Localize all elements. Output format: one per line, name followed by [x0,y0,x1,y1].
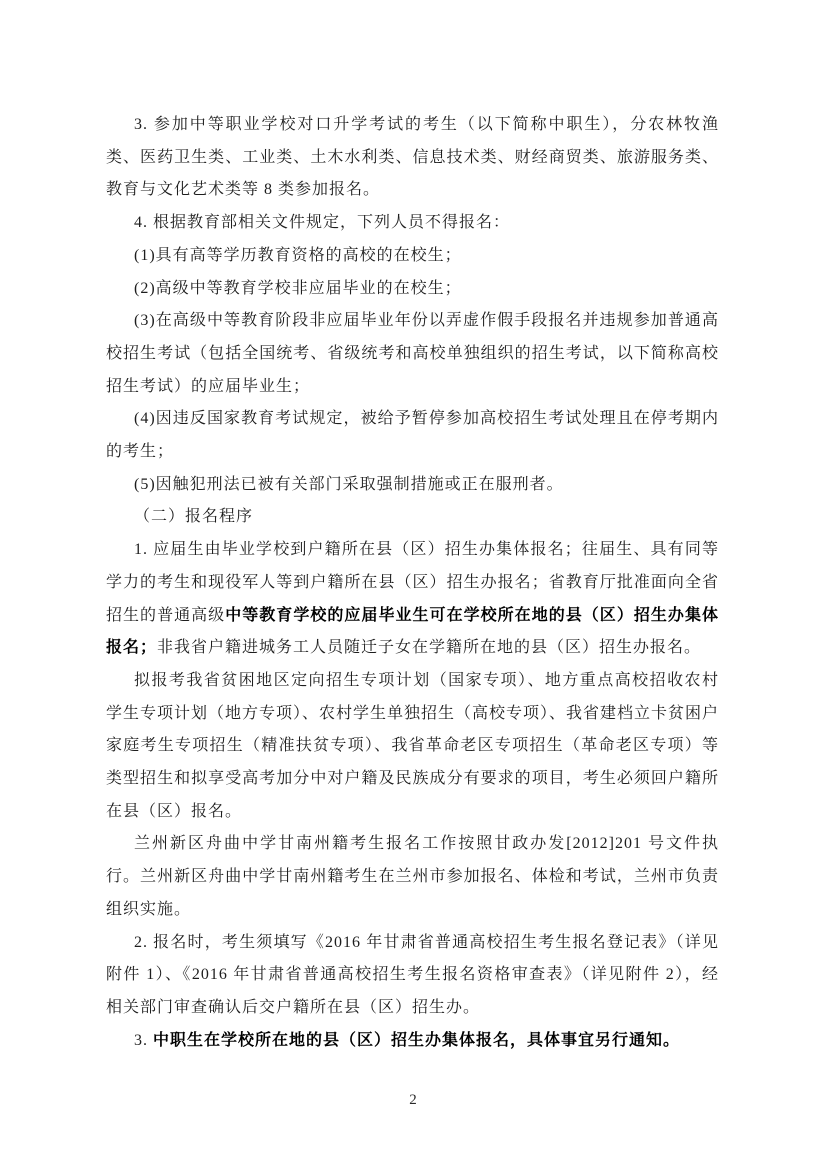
paragraph [106,665,719,829]
paragraph [106,403,719,468]
text-run: (5)因触犯刑法已被有关部门采取强制措施或正在服刑者。 [134,475,564,493]
paragraph [106,109,719,207]
bold-text-run: 中等教育学校的应届毕业生可在学校所在地的县（区）招生办集体报名； [106,606,719,657]
text-run: (3)在高级中等教育阶段非应届毕业年份以弄虚作假手段报名并违规参加普通高校招生考试（包括全国统考、省级统考和高校单独组织的招生考试，以下简称高校招生考试）的应届毕业生； [106,312,719,395]
text-run: (1)具有高等学历教育资格的高校的在校生； [134,246,462,264]
text-run: 兰州新区舟曲中学甘南州籍考生报名工作按照甘政办发[2012]201 号文件执行。兰州新区舟曲中学甘南州籍考生在兰州市参加报名、体检和考试，兰州市负责组织实施。 [106,835,719,918]
text-run: (4)因违反国家教育考试规定，被给予暂停参加高校招生考试处理且在停考期内的考生； [106,410,719,461]
text-run: 4. 根据教育部相关文件规定，下列人员不得报名： [134,214,511,232]
paragraph [106,1025,719,1058]
paragraph [106,207,719,240]
paragraph [106,828,719,926]
text-run: 3. 参加中等职业学校对口升学考试的考生（以下简称中职生），分农林牧渔类、医药卫生类、工业类、土木水利类、信息技术类、财经商贸类、旅游服务类、教育与文化艺术类等 8 类参加报名。 [106,116,719,199]
paragraph [106,501,719,534]
text-run: 拟报考我省贫困地区定向招生专项计划（国家专项）、地方重点高校招收农村学生专项计划（地方专项）、农村学生单独招生（高校专项）、我省建档立卡贫困户家庭考生专项招生（精准扶贫专项）、我省革命老区专项招生（革命老区专项）等类型招生和拟享受高考加分中对户籍及民族成分有要求的项目，考生必须回户籍所在县（区）报名。 [106,671,720,820]
text-run: (2)高级中等教育学校非应届毕业的在校生； [134,279,462,297]
paragraph [106,273,719,306]
paragraph [106,927,719,1025]
bold-text-run: 中职生在学校所在地的县（区）招生办集体报名，具体事宜另行通知。 [153,1031,681,1049]
text-run: 非我省户籍进城务工人员随迁子女在学籍所在地的县（区）招生办报名。 [157,639,702,657]
text-run: （二）报名程序 [134,508,254,526]
page-number: 2 [409,1092,417,1108]
paragraph [106,469,719,502]
document-body [106,109,719,1057]
text-run: 1. 应届生由毕业学校到户籍所在县（区）招生办集体报名；往届生、具有同等学力的考生和现役军人等到户籍所在县（区）招生办报名；省教育厅批准面向全省招生的普通高级 [106,541,719,624]
text-run: 3. [134,1031,153,1049]
paragraph [106,534,719,665]
text-run: 2. 报名时，考生须填写《2016 年甘肃省普通高校招生考生报名登记表》（详见附件 1）、《2016 年甘肃省普通高校招生考生报名资格审查表》（详见附件 2），经相关部门审查确认后交户籍所在县（区）招生办。 [106,933,719,1016]
paragraph [106,240,719,273]
paragraph [106,305,719,403]
